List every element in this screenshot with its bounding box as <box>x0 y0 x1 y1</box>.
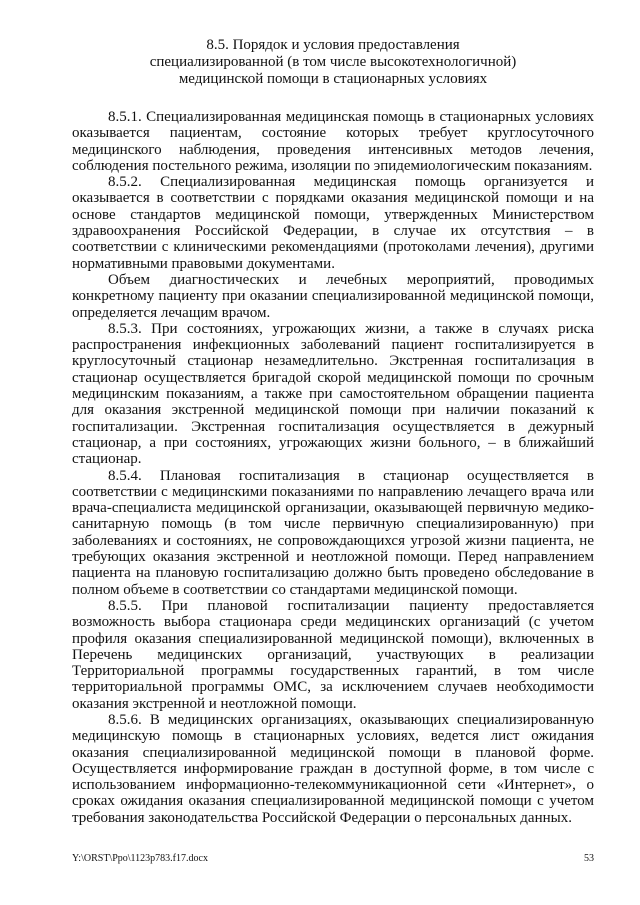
paragraph-8-5-4: 8.5.4. Плановая госпитализация в стационар осуществляется в соответствии с медицинскими показаниями по направлению лечащего врача или врача-специалиста медицинской организации, оказывающей первичную медико-санитарную помощь (в том числе первичную специализированную) при заболеваниях и состояниях, не сопровождающихся угрозой жизни пациента, не требующих оказания экстренной и неотложной помощи. Перед направлением пациента на плановую госпитализацию должно быть проведено обследование в полном объеме в соответствии со стандартами медицинской помощи. <box>72 467 594 598</box>
footer-page-number: 53 <box>584 853 594 864</box>
heading-line-1: 8.5. Порядок и условия предоставления <box>206 37 460 53</box>
paragraph-volume: Объем диагностических и лечебных мероприятий, проводимых конкретному пациенту при оказании специализированной медицинской помощи, определяется лечащим врачом. <box>72 271 594 321</box>
section-heading <box>72 37 594 88</box>
footer-file-path: Y:\ORST\Ppo\1123p783.f17.docx <box>72 853 208 864</box>
paragraph-8-5-5: 8.5.5. При плановой госпитализации пациенту предоставляется возможность выбора стационара среди медицинских организаций (с учетом профиля оказания специализированной медицинской помощи), включенных в Перечень медицинских организаций, участвующих в реализации Территориальной программы государственных гарантий, в том числе территориальной программы ОМС, за исключением случаев необходимости оказания экстренной и неотложной помощи. <box>72 597 594 712</box>
body-text <box>72 109 594 826</box>
heading-line-2: специализированной (в том числе высокотехнологичной) <box>149 54 517 70</box>
paragraph-8-5-1: 8.5.1. Специализированная медицинская помощь в стационарных условиях оказывается пациентам, состояние которых требует круглосуточного медицинского наблюдения, проведения интенсивных методов лечения, соблюдения постельного режима, изоляции по эпидемиологическим показаниям. <box>72 109 594 174</box>
paragraph-8-5-2: 8.5.2. Специализированная медицинская помощь организуется и оказывается в соответствии с порядками оказания медицинской помощи и на основе стандартов медицинской помощи, утвержденных Министерством здравоохранения Российской Федерации, в случае их отсутствия – в соответствии с клиническими рекомендациями (протоколами лечения), другими нормативными правовыми документами. <box>72 174 594 272</box>
paragraph-8-5-6: 8.5.6. В медицинских организациях, оказывающих специализированную медицинскую помощь в стационарных условиях, ведется лист ожидания оказания специализированной медицинской помощи в плановой форме. Осуществляется информирование граждан в доступной форме, в том числе с использованием информационно-телекоммуникационной сети «Интернет», о сроках ожидания оказания специализированной медицинской помощи с учетом требования законодательства Российской Федерации о персональных данных. <box>72 711 594 826</box>
heading-line-3: медицинской помощи в стационарных условиях <box>178 71 488 87</box>
paragraph-8-5-3: 8.5.3. При состояниях, угрожающих жизни, а также в случаях риска распространения инфекционных заболеваний пациент госпитализируется в круглосуточный стационар незамедлительно. Экстренная госпитализация в стационар осуществляется бригадой скорой медицинской помощи по срочным медицинским показаниям, а также при самостоятельном обращении пациента для оказания экстренной медицинской помощи при наличии показаний к госпитализации. Экстренная госпитализация осуществляется в дежурный стационар, а при состояниях, угрожающих жизни больного, – в ближайший стационар. <box>72 320 594 468</box>
